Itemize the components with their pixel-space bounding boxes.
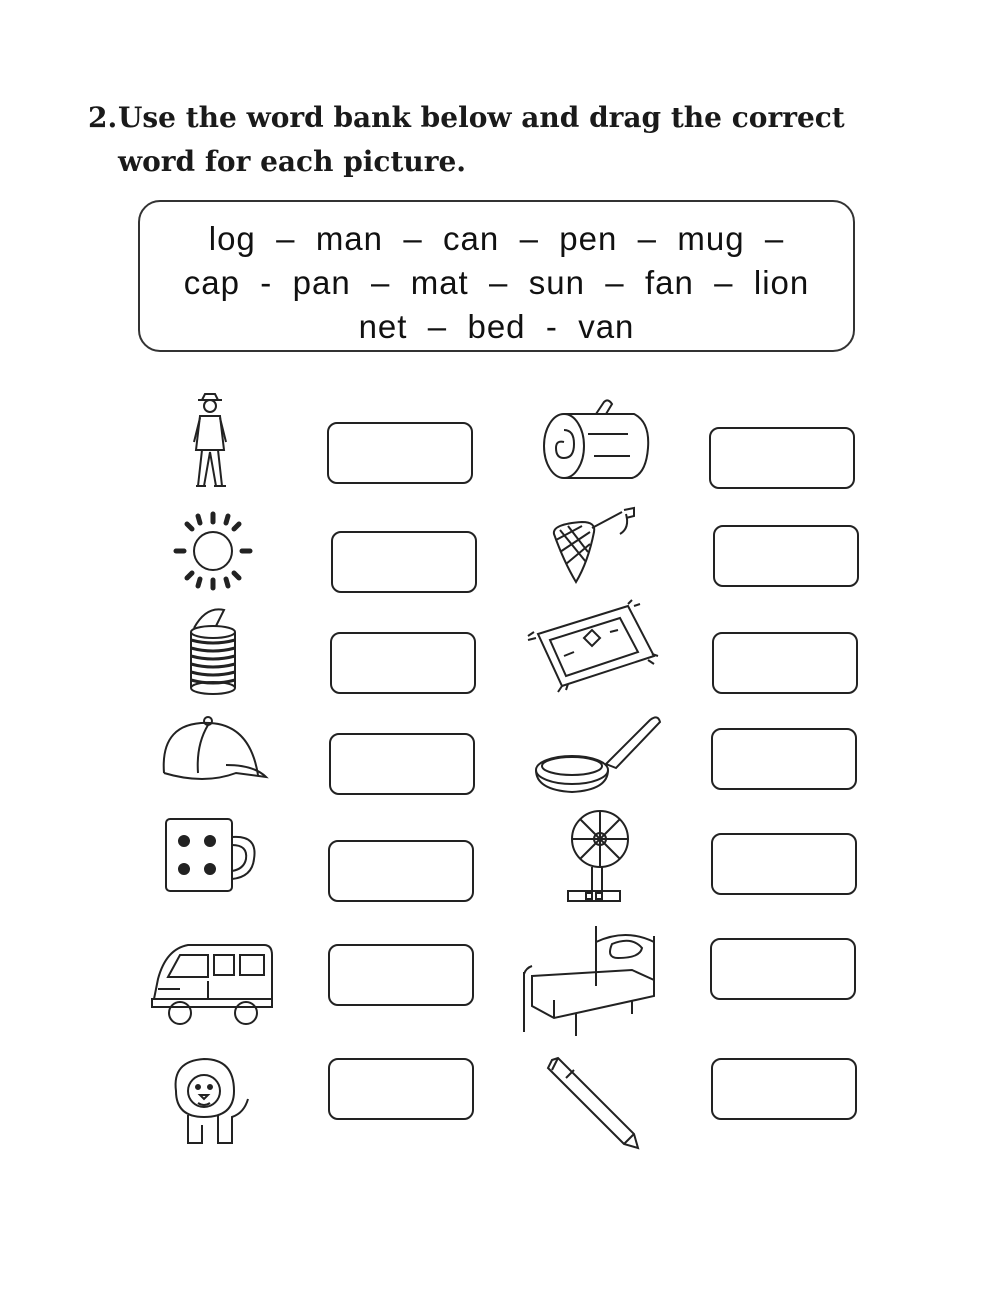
sun-picture (170, 510, 256, 592)
pan-picture (532, 712, 662, 798)
fan-picture (558, 805, 630, 909)
can-picture (184, 606, 242, 698)
answer-box-pan[interactable] (711, 728, 857, 790)
answer-box-bed[interactable] (710, 938, 856, 1000)
answer-box-man[interactable] (327, 422, 473, 484)
answer-box-sun[interactable] (331, 531, 477, 593)
lion-picture (168, 1055, 254, 1149)
answer-box-mug[interactable] (328, 840, 474, 902)
net-picture (546, 504, 640, 588)
van-picture (148, 935, 276, 1031)
question-number: 2. (88, 101, 118, 134)
answer-box-log[interactable] (709, 427, 855, 489)
mug-picture (160, 815, 260, 897)
answer-box-net[interactable] (713, 525, 859, 587)
pen-picture (544, 1054, 642, 1150)
word-bank-line-1: log – man – can – pen – mug – (208, 220, 785, 257)
answer-box-lion[interactable] (328, 1058, 474, 1120)
answer-box-mat[interactable] (712, 632, 858, 694)
answer-box-pen[interactable] (711, 1058, 857, 1120)
answer-box-cap[interactable] (329, 733, 475, 795)
mat-picture (524, 598, 664, 694)
answer-box-fan[interactable] (711, 833, 857, 895)
answer-box-van[interactable] (328, 944, 474, 1006)
instruction-line-2: word for each picture. (118, 145, 467, 178)
word-bank-line-3: net – bed - van (358, 308, 635, 345)
word-bank-line-2: cap - pan – mat – sun – fan – lion (183, 264, 810, 301)
cap-picture (158, 715, 270, 785)
answer-box-can[interactable] (330, 632, 476, 694)
instruction-line-1: Use the word bank below and drag the correct (118, 101, 845, 134)
bed-picture (516, 922, 664, 1040)
man-picture (180, 390, 240, 492)
log-picture (538, 398, 654, 488)
word-bank (138, 200, 855, 352)
